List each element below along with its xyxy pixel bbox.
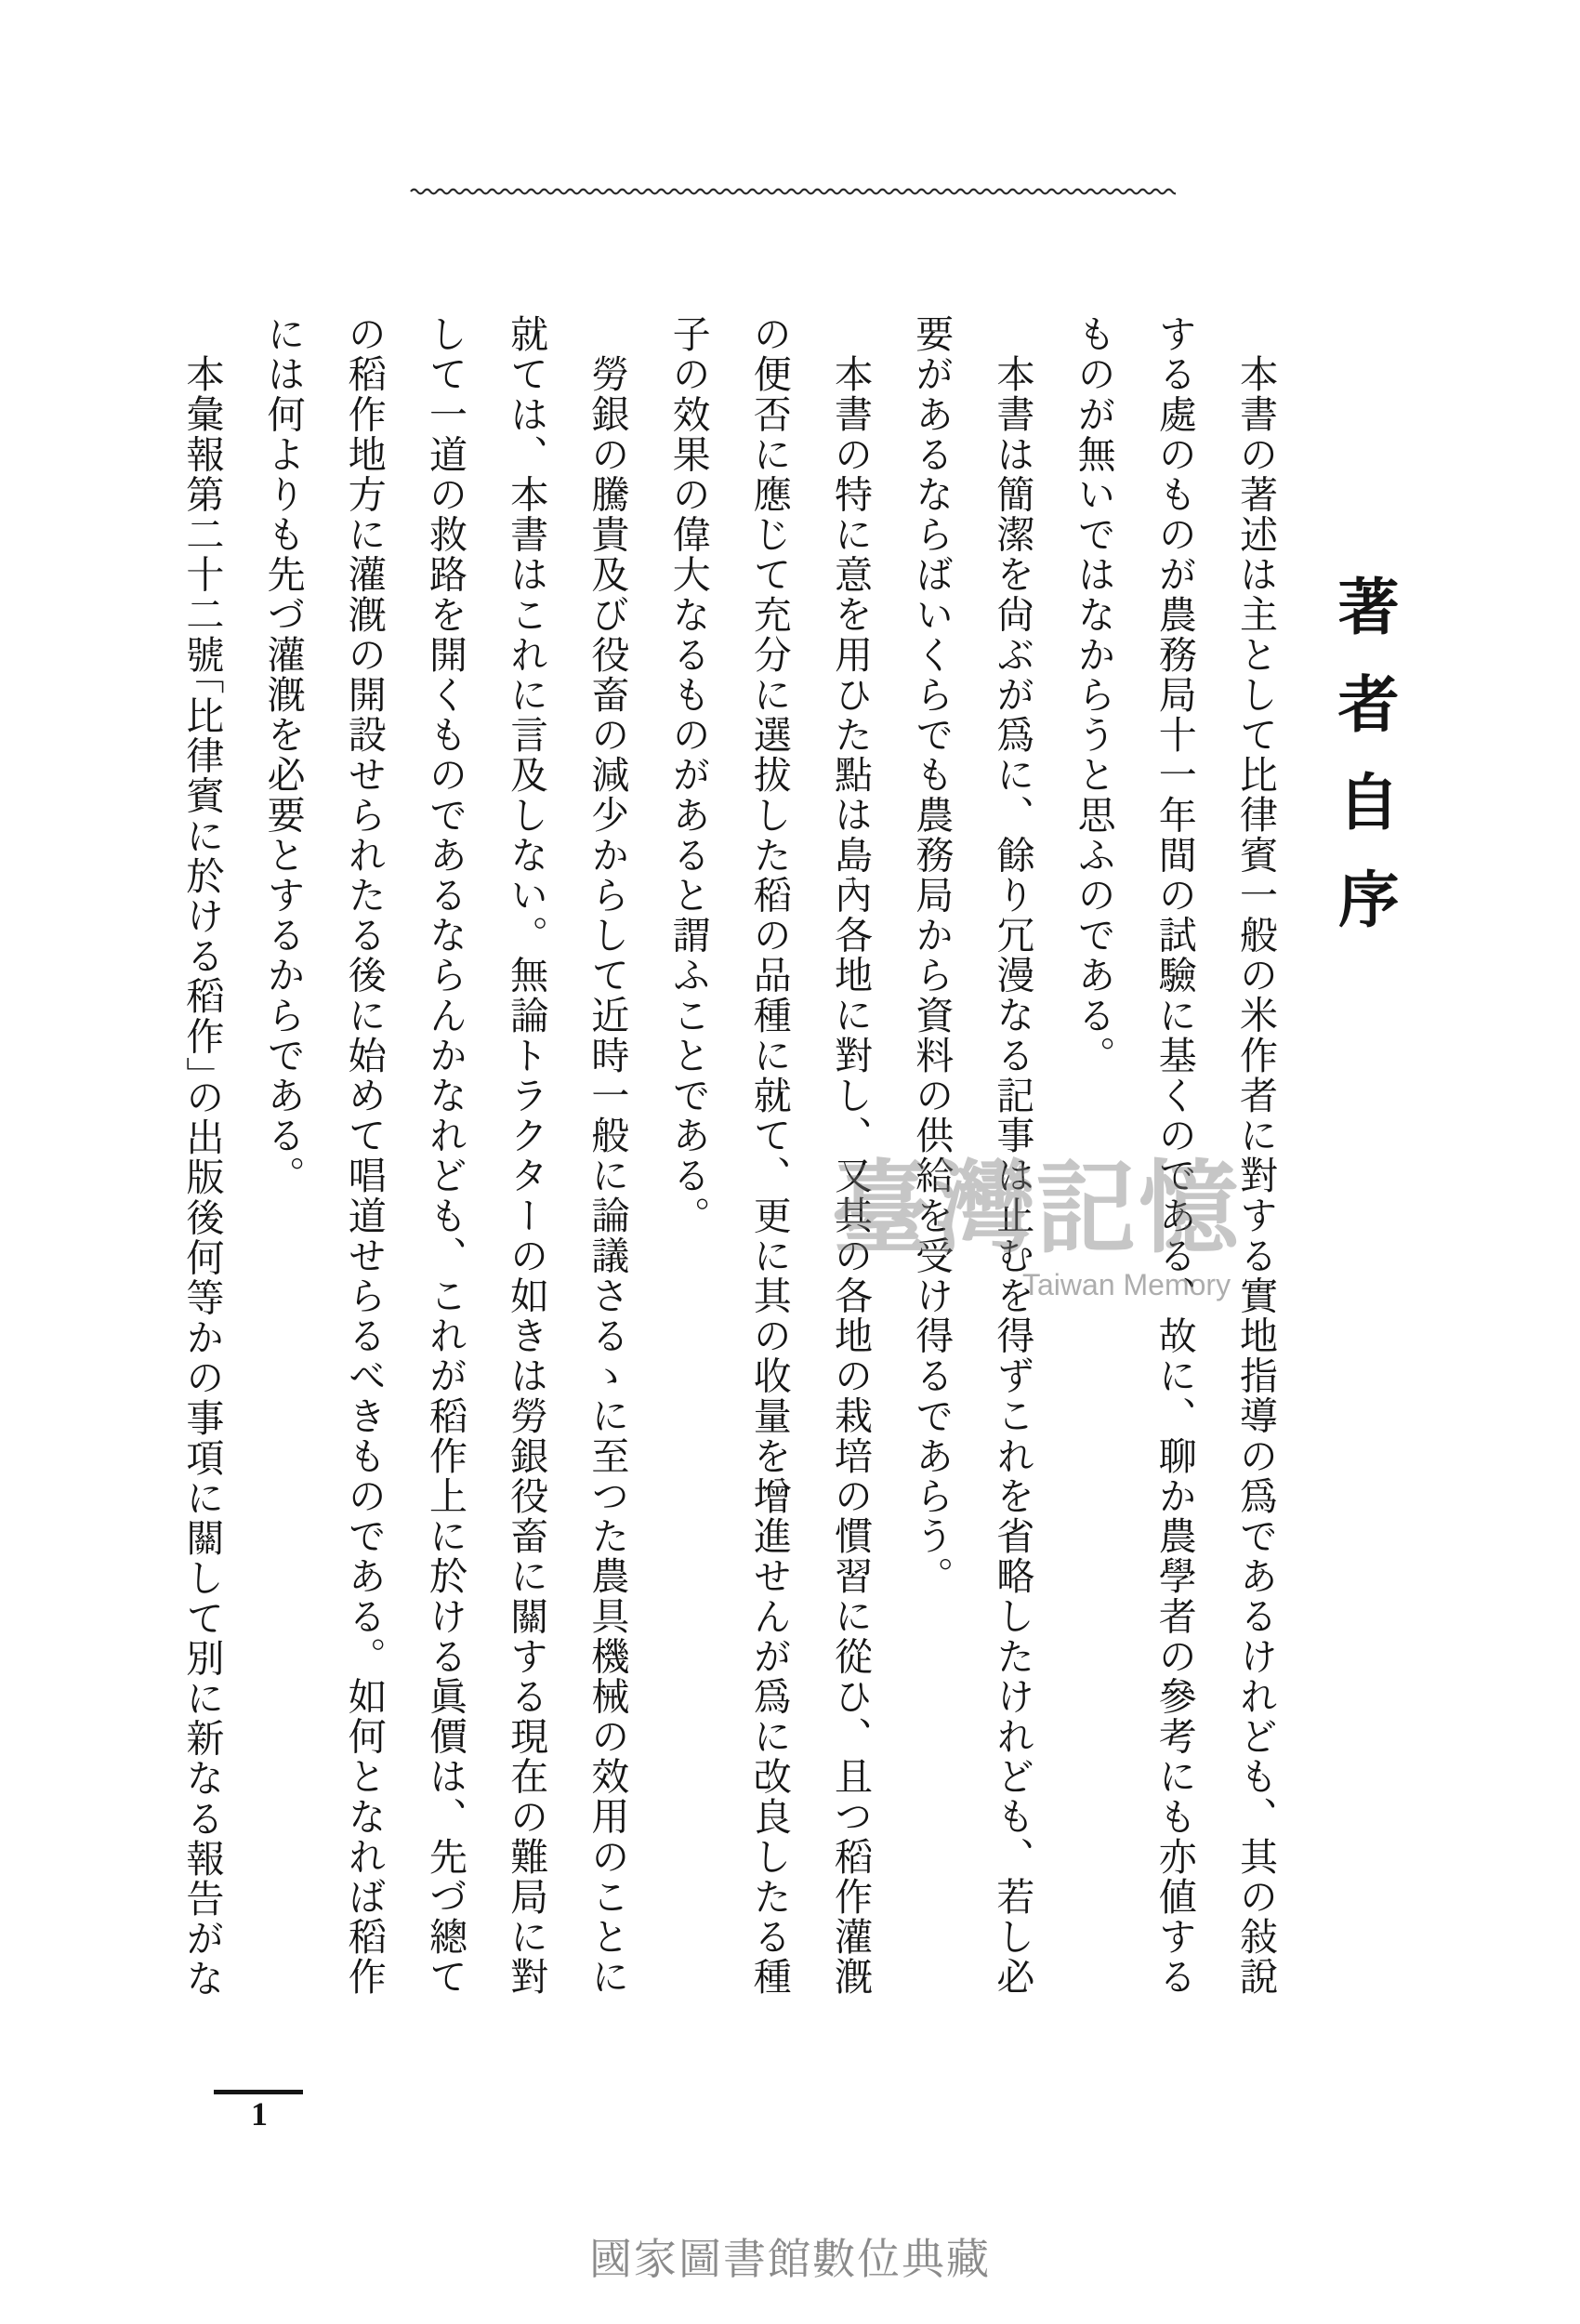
page-title: 著者自序 [1327, 574, 1400, 965]
text-column: する處のものが農務局十一年間の試驗に基くのである、故に、聊か農學者の參考にも亦値する [1152, 314, 1197, 1998]
text-column: の稻作地方に灌漑の開設せられたる後に始めて唱道せらるべきものである。如何となれば稻作 [341, 314, 387, 1998]
text-column: して一道の救路を開くものであるならんかなれども、これが稻作上に於ける眞價は、先づ總て [422, 314, 467, 1998]
text-column: 子の效果の偉大なるものがあると謂ふことである。 [665, 314, 711, 1236]
paragraph [161, 314, 242, 2062]
text-column: 就ては、本書はこれに言及しない。無論トラクターの如きは勞銀役畜に關する現在の難局に對 [504, 314, 549, 1998]
text-column: 本書の特に意を用ひた點は島內各地に對し、又其の各地の栽培の慣習に從ひ、且つ稻作灌漑 [827, 354, 873, 1998]
text-column: ものが無いではなからうと思ふのである。 [1071, 314, 1116, 1076]
text-column: 本書の著述は主として比律賓一般の米作者に對する實地指導の爲であるけれども、其の敍說 [1233, 354, 1278, 1998]
page-number-rule [214, 2090, 303, 2094]
paragraph [242, 314, 647, 2062]
text-column: 勞銀の騰貴及び役畜の減少からして近時一般に論議さるゝに至つた農具機械の效用のことに [585, 354, 630, 1998]
text-column: の便否に應じて充分に選拔した稻の品種に就て、更に其の收量を增進せんが爲に改良したる種 [746, 314, 792, 1998]
decorative-wave-rule [409, 182, 1176, 201]
watermark-logo-subtitle: Taiwan Memory [1022, 1268, 1231, 1301]
text-column: 本書は簡潔を尙ぶが爲に、餘り冗漫なる記事は止むを得ずこれを省略したけれども、若し必 [990, 354, 1035, 1998]
page-number: 1 [251, 2095, 268, 2133]
footer-credit: 國家圖書館數位典藏 [589, 2234, 991, 2284]
text-column: 本彙報第二十二號「比律賓に於ける稻作」の出版後何等かの事項に關して別に新なる報告がな [179, 354, 225, 2000]
watermark-logo-text: 臺灣記憶 [832, 1150, 1242, 1267]
wave-line [411, 190, 1176, 194]
text-column: には何よりも先づ灌漑を必要とするからである。 [260, 314, 306, 1196]
text-column: 要があるならばいくらでも農務局から資料の供給を受け得るであらう。 [909, 314, 955, 1597]
